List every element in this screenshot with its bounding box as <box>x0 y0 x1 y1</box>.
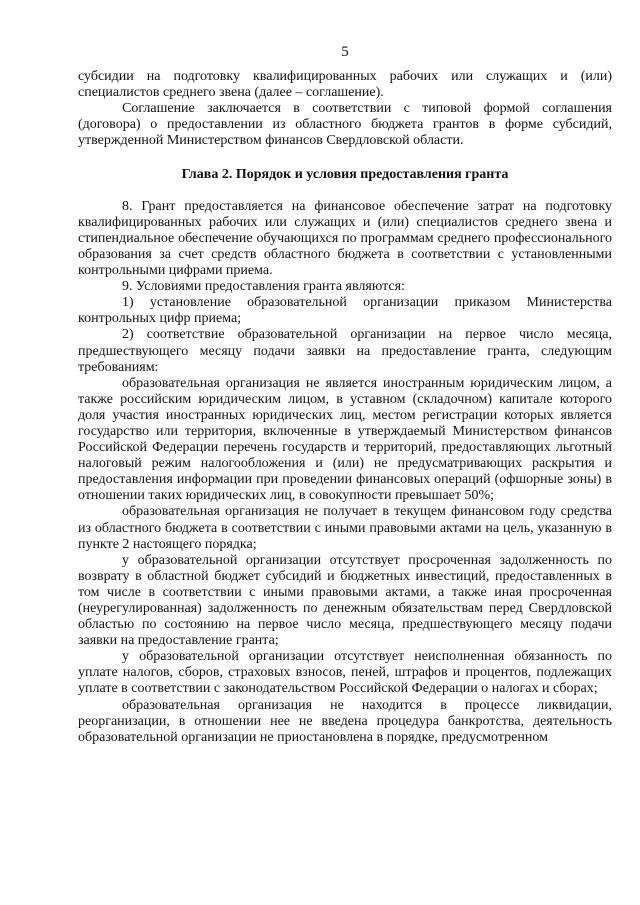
paragraph: Соглашение заключается в соответствии с типовой формой соглашения (договора) о предоставлении из областного бюджета грантов в форме субсидий, утвержденной Министерством финансов Свердловской области. <box>78 101 612 149</box>
paragraph: 9. Условиями предоставления гранта являются: <box>122 279 405 295</box>
paragraph: образовательная организация не получает в текущем финансовом году средства из областного бюджета в соответствии с иными правовыми актами на цель, указанную в пункте 2 настоящего порядка; <box>78 504 612 552</box>
paragraph: субсидии на подготовку квалифицированных рабочих или служащих и (или) специалистов среднего звена (далее – соглашение). <box>78 69 612 101</box>
paragraph: 2) соответствие образовательной организации на первое число месяца, предшествующего месяцу подачи заявки на предоставление гранта, следующим требованиям: <box>78 327 612 375</box>
paragraph: образовательная организация не находится в процессе ликвидации, реорганизации, в отношении нее не введена процедура банкротства, деятельность образовательной организации не приостановлена в порядке, предусмотренном <box>78 697 612 745</box>
document-page <box>78 44 612 746</box>
paragraph: у образовательной организации отсутствует неисполненная обязанность по уплате налогов, сборов, страховых взносов, пеней, штрафов и процентов, подлежащих уплате в соответствии с законодательством Российской Федерации о налогах и сборах; <box>78 649 612 697</box>
paragraph: 8. Грант предоставляется на финансовое обеспечение затрат на подготовку квалифицированных рабочих или служащих и (или) специалистов среднего звена и стипендиальное обеспечение обучающихся по программам среднего профессионального образования за счет средств областного бюджета в соответствии с установленными контрольными цифрами приема. <box>78 198 612 279</box>
paragraph: образовательная организация не является иностранным юридическим лицом, а также российским юридическим лицом, в уставном (складочном) капитале которого доля участия иностранных юридических лиц, местом регистрации которых является государство или территория, включенные в утверждаемый Министерством финансов Российской Федерации перечень государств и территорий, предоставляющих льготный налоговый режим налогообложения и (или) не предусматривающих раскрытия и предоставления информации при проведении финансовых операций (офшорные зоны) в отношении таких юридических лиц, в совокупности превышает 50%; <box>78 375 612 504</box>
paragraph: 1) установление образовательной организации приказом Министерства контрольных цифр приема; <box>78 295 612 327</box>
paragraph: у образовательной организации отсутствует просроченная задолженность по возврату в областной бюджет субсидий и бюджетных инвестиций, предоставленных в том числе в соответствии с иными правовыми актами, а также иная просроченная (неурегулированная) задолженность по денежным обязательствам перед Свердловской областью по состоянию на первое число месяца, предшествующего месяцу подачи заявки на предоставление гранта; <box>78 552 612 649</box>
chapter-heading: Глава 2. Порядок и условия предоставления гранта <box>181 166 509 182</box>
page-number: 5 <box>341 44 349 60</box>
